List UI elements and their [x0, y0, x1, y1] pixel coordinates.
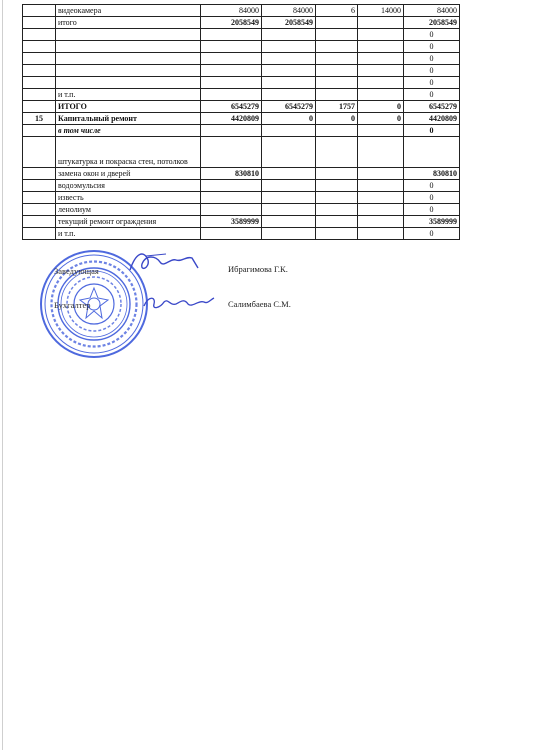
accountant-name: Салимбаева С.М. — [228, 299, 291, 309]
value-cell-v4: 14000 — [358, 5, 404, 17]
value-cell-v3 — [316, 53, 358, 65]
value-cell-v4: 0 — [358, 113, 404, 125]
row-number-cell — [23, 125, 56, 137]
value-cell-v1: 2058549 — [201, 17, 262, 29]
value-cell-v2: 84000 — [262, 5, 316, 17]
value-cell-v1: 6545279 — [201, 101, 262, 113]
value-cell-v1 — [201, 192, 262, 204]
value-cell-v1 — [201, 89, 262, 101]
table-row — [23, 113, 460, 125]
item-name-cell — [56, 29, 201, 41]
row-number-cell — [23, 17, 56, 29]
value-cell-v2 — [262, 41, 316, 53]
value-cell-v1 — [201, 228, 262, 240]
row-number-cell — [23, 53, 56, 65]
value-cell-v5: 0 — [404, 204, 460, 216]
value-cell-v2: 0 — [262, 113, 316, 125]
table-row — [23, 17, 460, 29]
value-cell-v1 — [201, 65, 262, 77]
value-cell-v5: 2058549 — [404, 17, 460, 29]
table-row — [23, 41, 460, 53]
value-cell-v4 — [358, 192, 404, 204]
value-cell-v4 — [358, 29, 404, 41]
value-cell-v3 — [316, 89, 358, 101]
value-cell-v3 — [316, 65, 358, 77]
item-name-cell — [56, 77, 201, 89]
value-cell-v4 — [358, 216, 404, 228]
value-cell-v3: 6 — [316, 5, 358, 17]
value-cell-v2: 2058549 — [262, 17, 316, 29]
value-cell-v1 — [201, 125, 262, 137]
row-number-cell — [23, 137, 56, 168]
value-cell-v3 — [316, 204, 358, 216]
table-row — [23, 216, 460, 228]
item-name-cell: и т.п. — [56, 89, 201, 101]
item-name-cell: в том числе — [56, 125, 201, 137]
value-cell-v5: 0 — [404, 29, 460, 41]
value-cell-v4 — [358, 77, 404, 89]
director-role: Заведующая — [54, 266, 99, 276]
value-cell-v4 — [358, 204, 404, 216]
value-cell-v1 — [201, 53, 262, 65]
value-cell-v3 — [316, 77, 358, 89]
table-row — [23, 5, 460, 17]
row-number-cell — [23, 29, 56, 41]
table-row — [23, 204, 460, 216]
row-number-cell — [23, 192, 56, 204]
value-cell-v1 — [201, 77, 262, 89]
value-cell-v2 — [262, 137, 316, 168]
row-number-cell — [23, 89, 56, 101]
item-name-cell: замена окон и дверей — [56, 168, 201, 180]
item-name-cell — [56, 65, 201, 77]
value-cell-v2 — [262, 192, 316, 204]
value-cell-v2 — [262, 204, 316, 216]
row-number-cell — [23, 65, 56, 77]
value-cell-v5: 84000 — [404, 5, 460, 17]
value-cell-v4 — [358, 125, 404, 137]
item-name-cell: известь — [56, 192, 201, 204]
row-number-cell — [23, 41, 56, 53]
value-cell-v5: 830810 — [404, 168, 460, 180]
row-number-cell: 15 — [23, 113, 56, 125]
value-cell-v4 — [358, 17, 404, 29]
value-cell-v3: 0 — [316, 113, 358, 125]
value-cell-v3 — [316, 137, 358, 168]
value-cell-v5 — [404, 137, 460, 168]
value-cell-v2 — [262, 228, 316, 240]
value-cell-v3 — [316, 41, 358, 53]
item-name-cell: штукатурка и покраска стен, потолков — [56, 137, 201, 168]
value-cell-v2 — [262, 65, 316, 77]
item-name-cell: ленолиум — [56, 204, 201, 216]
value-cell-v3 — [316, 29, 358, 41]
accountant-role: Бухгалтер — [54, 300, 91, 310]
value-cell-v5: 0 — [404, 77, 460, 89]
table-row — [23, 29, 460, 41]
table-row — [23, 65, 460, 77]
value-cell-v5: 6545279 — [404, 101, 460, 113]
row-number-cell — [23, 168, 56, 180]
value-cell-v3: 1757 — [316, 101, 358, 113]
row-number-cell — [23, 77, 56, 89]
row-number-cell — [23, 228, 56, 240]
value-cell-v5: 0 — [404, 53, 460, 65]
value-cell-v5: 0 — [404, 180, 460, 192]
row-number-cell — [23, 5, 56, 17]
value-cell-v5: 4420809 — [404, 113, 460, 125]
value-cell-v4 — [358, 180, 404, 192]
item-name-cell: водоэмульсия — [56, 180, 201, 192]
item-name-cell: видеокамера — [56, 5, 201, 17]
row-number-cell — [23, 101, 56, 113]
value-cell-v3 — [316, 228, 358, 240]
row-number-cell — [23, 216, 56, 228]
item-name-cell: текущий ремонт ограждения — [56, 216, 201, 228]
value-cell-v1: 84000 — [201, 5, 262, 17]
table-row — [23, 137, 460, 168]
value-cell-v5: 0 — [404, 89, 460, 101]
value-cell-v1: 4420809 — [201, 113, 262, 125]
item-name-cell: и т.п. — [56, 228, 201, 240]
table-row — [23, 168, 460, 180]
value-cell-v2 — [262, 168, 316, 180]
value-cell-v2 — [262, 180, 316, 192]
table-row — [23, 180, 460, 192]
accountant-signature — [140, 290, 218, 314]
value-cell-v4 — [358, 53, 404, 65]
value-cell-v4 — [358, 228, 404, 240]
item-name-cell: итого — [56, 17, 201, 29]
value-cell-v1: 3589999 — [201, 216, 262, 228]
item-name-cell: Капитальный ремонт — [56, 113, 201, 125]
table-row — [23, 125, 460, 137]
budget-table — [22, 4, 460, 240]
value-cell-v4 — [358, 168, 404, 180]
value-cell-v1 — [201, 137, 262, 168]
value-cell-v2 — [262, 216, 316, 228]
value-cell-v5: 0 — [404, 65, 460, 77]
item-name-cell: ИТОГО — [56, 101, 201, 113]
value-cell-v1: 830810 — [201, 168, 262, 180]
value-cell-v5: 3589999 — [404, 216, 460, 228]
value-cell-v3 — [316, 168, 358, 180]
value-cell-v5: 0 — [404, 192, 460, 204]
table-row — [23, 228, 460, 240]
table-row — [23, 192, 460, 204]
table-row — [23, 89, 460, 101]
director-signature — [126, 246, 206, 278]
value-cell-v2 — [262, 125, 316, 137]
item-name-cell — [56, 41, 201, 53]
value-cell-v3 — [316, 216, 358, 228]
value-cell-v1 — [201, 29, 262, 41]
value-cell-v2: 6545279 — [262, 101, 316, 113]
row-number-cell — [23, 180, 56, 192]
value-cell-v4: 0 — [358, 101, 404, 113]
value-cell-v2 — [262, 29, 316, 41]
value-cell-v5: 0 — [404, 228, 460, 240]
value-cell-v1 — [201, 180, 262, 192]
row-number-cell — [23, 204, 56, 216]
value-cell-v5: 0 — [404, 41, 460, 53]
value-cell-v3 — [316, 180, 358, 192]
value-cell-v3 — [316, 125, 358, 137]
director-name: Ибрагимова Г.К. — [228, 264, 288, 274]
table-row — [23, 53, 460, 65]
value-cell-v4 — [358, 65, 404, 77]
table-row — [23, 101, 460, 113]
table-body — [23, 5, 460, 240]
value-cell-v1 — [201, 204, 262, 216]
table-row — [23, 77, 460, 89]
value-cell-v4 — [358, 137, 404, 168]
value-cell-v5: 0 — [404, 125, 460, 137]
page-edge — [2, 0, 3, 750]
value-cell-v2 — [262, 77, 316, 89]
value-cell-v3 — [316, 192, 358, 204]
value-cell-v2 — [262, 89, 316, 101]
value-cell-v2 — [262, 53, 316, 65]
item-name-cell — [56, 53, 201, 65]
value-cell-v3 — [316, 17, 358, 29]
value-cell-v1 — [201, 41, 262, 53]
value-cell-v4 — [358, 89, 404, 101]
value-cell-v4 — [358, 41, 404, 53]
